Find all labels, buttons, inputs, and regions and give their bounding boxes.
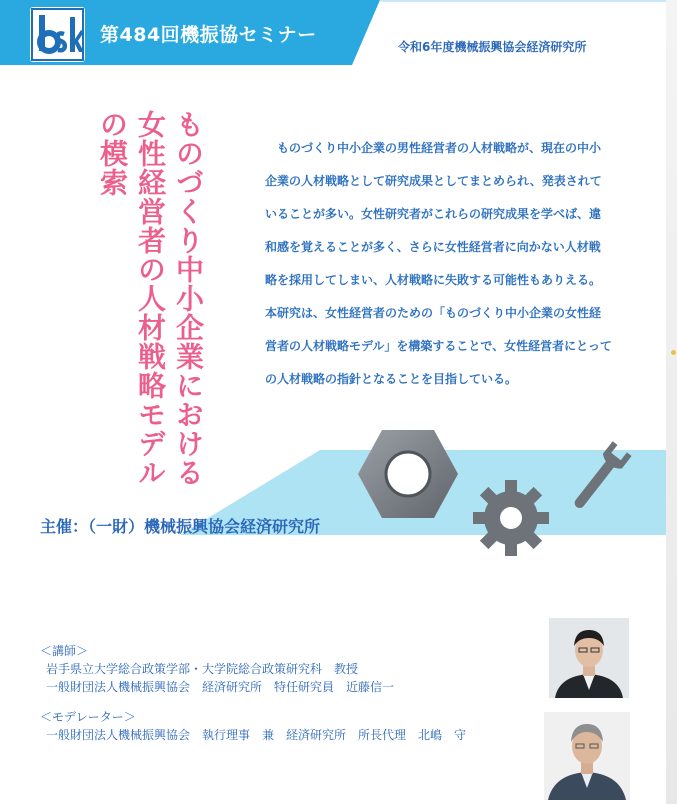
description-line: 和感を覚えることが多く、さらに女性経営者に向かない人材戦	[265, 240, 601, 254]
wrench-icon	[560, 437, 640, 517]
gear-icon	[471, 478, 551, 558]
seminar-title: 第484回機振協セミナー	[100, 24, 317, 46]
right-edge-bar	[666, 0, 677, 804]
description-line: ものづくり中小企業の男性経営者の人材戦略が、現在の中小	[265, 141, 602, 155]
moderator-name: 一般財団法人機械振興協会 執行理事 兼 経済研究所 所長代理 北嶋 守	[46, 728, 467, 742]
description-line: 企業の人材戦略として研究成果としてまとめられ、発表されて	[265, 174, 602, 188]
title-line-3: の模索	[96, 110, 129, 197]
description	[265, 132, 665, 396]
accent-dot	[671, 350, 676, 355]
lecturer-label: ＜講師＞	[40, 644, 89, 658]
description-line: 略を採用してしまい、人材戦略に失敗する可能性もありえる。	[265, 273, 602, 287]
description-line: 本研究は、女性経営者のための「ものづくり中小企業の女性経	[265, 306, 602, 320]
lecturer-photo	[549, 618, 629, 698]
title-line-2: 女性経営者の人材戦略モデル	[134, 110, 167, 487]
moderator-photo	[544, 712, 630, 800]
moderator-label: ＜モデレーター＞	[40, 710, 136, 724]
bsk-logo	[30, 7, 85, 62]
lecturer-name: 一般財団法人機械振興協会 経済研究所 特任研究員 近藤信一	[46, 680, 395, 694]
description-line: 営者の人材戦略モデル」を構築することで、女性経営者にとって	[265, 339, 612, 353]
hex-nut-icon	[356, 428, 460, 520]
sponsor: 主催：（一財）機械振興協会経済研究所	[40, 517, 321, 536]
institute-name: 令和6年度機械振興協会経済研究所	[398, 40, 587, 54]
lecturer-affiliation: 岩手県立大学総合政策学部・大学院総合政策研究科 教授	[46, 662, 359, 676]
description-line: いることが多い。女性研究者がこれらの研究成果を学べば、違	[265, 207, 602, 221]
description-line: の人材戦略の指針となることを目指している。	[265, 372, 518, 386]
title-line-1: ものづくり中小企業における	[172, 110, 205, 487]
header-banner	[0, 0, 677, 70]
